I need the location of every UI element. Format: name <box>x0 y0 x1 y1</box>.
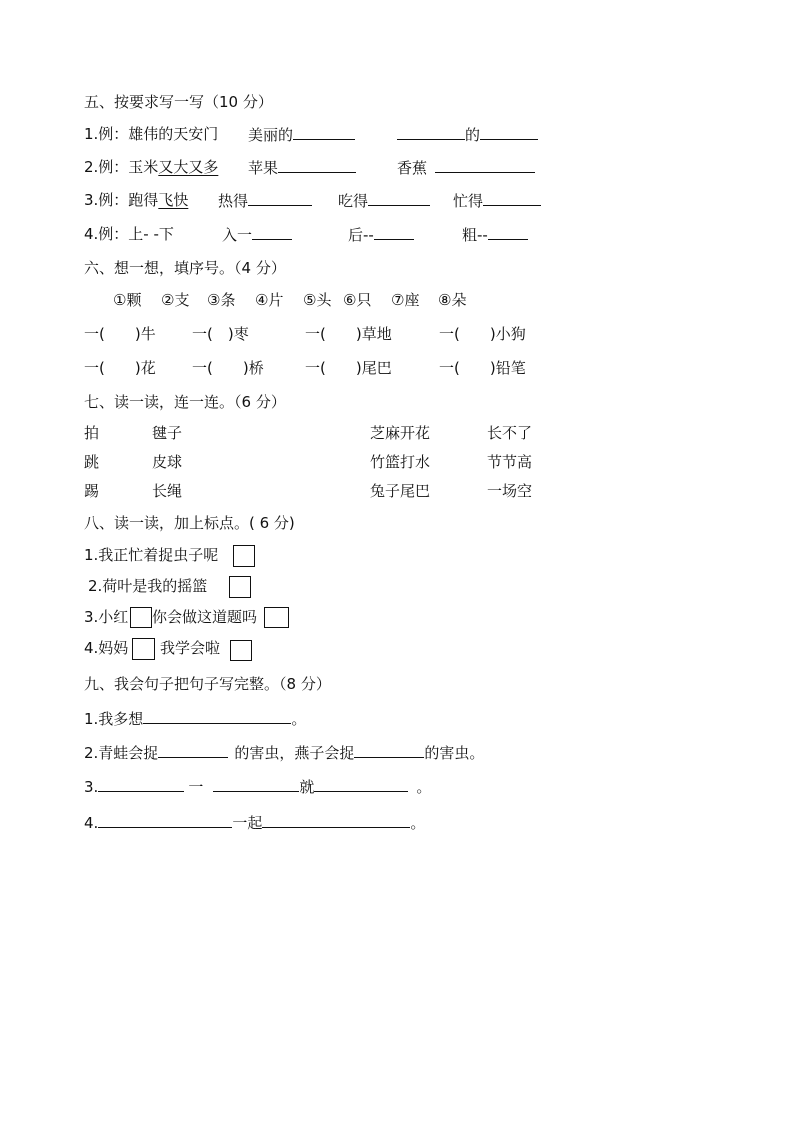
s8-q3a: 3.小红 <box>84 608 129 626</box>
answer-blank[interactable] <box>488 224 528 240</box>
s7-left-verb[interactable]: 踢 <box>84 482 100 500</box>
s6-option-2: ②支 <box>161 291 190 309</box>
punctuation-box[interactable] <box>130 607 152 628</box>
s6-item[interactable]: 一( )枣 <box>192 325 249 343</box>
punctuation-box[interactable] <box>230 640 252 661</box>
s5-row2-label: 2.例：玉米又大又多 <box>84 158 219 176</box>
answer-blank[interactable] <box>374 224 414 240</box>
s5-row2-b: 香蕉 <box>397 157 535 178</box>
s5-row4-a: 入一 <box>222 224 292 245</box>
s5-row1-label: 1.例：雄伟的天安门 <box>84 125 219 143</box>
s8-q4b: 我学会啦 <box>160 639 221 657</box>
s9-q1: 1.我多想 。 <box>84 710 307 728</box>
s5-row4-c: 粗-- <box>462 224 528 245</box>
answer-blank[interactable] <box>98 812 232 828</box>
s6-item[interactable]: 一( )尾巴 <box>305 359 392 377</box>
section-7-heading: 七、读一读，连一连。（6 分） <box>84 393 286 411</box>
s5-row1-b: 的 <box>397 124 538 145</box>
answer-blank[interactable] <box>248 190 312 206</box>
s5-row3-b: 吃得 <box>338 190 430 211</box>
section-9-heading: 九、我会句子把句子写完整。（8 分） <box>84 675 331 693</box>
s7-right-phrase[interactable]: 兔子尾巴 <box>370 482 431 500</box>
s9-q3: 3. 一 就 。 <box>84 778 432 796</box>
s7-right-phrase[interactable]: 芝麻开花 <box>370 424 431 442</box>
s6-item[interactable]: 一( )草地 <box>305 325 392 343</box>
s7-left-verb[interactable]: 跳 <box>84 453 100 471</box>
answer-blank[interactable] <box>354 742 424 758</box>
answer-blank[interactable] <box>293 124 355 140</box>
s7-left-noun[interactable]: 毽子 <box>152 424 183 442</box>
answer-blank[interactable] <box>397 124 465 140</box>
s6-option-4: ④片 <box>255 291 284 309</box>
answer-blank[interactable] <box>98 776 184 792</box>
answer-blank[interactable] <box>483 190 541 206</box>
s5-row4-label: 4.例：上- -下 <box>84 225 174 243</box>
punctuation-box[interactable] <box>229 576 251 598</box>
s5-row3-c: 忙得 <box>453 190 541 211</box>
answer-blank[interactable] <box>480 124 538 140</box>
s7-left-noun[interactable]: 皮球 <box>152 453 183 471</box>
answer-blank[interactable] <box>435 157 535 173</box>
s7-left-noun[interactable]: 长绳 <box>152 482 183 500</box>
s6-option-5: ⑤头 <box>303 291 332 309</box>
answer-blank[interactable] <box>314 776 408 792</box>
answer-blank[interactable] <box>262 812 410 828</box>
s7-right-ending[interactable]: 一场空 <box>487 482 533 500</box>
s9-q4: 4. 一起 。 <box>84 814 426 832</box>
answer-blank[interactable] <box>158 742 228 758</box>
s6-option-6: ⑥只 <box>343 291 372 309</box>
s7-left-verb[interactable]: 拍 <box>84 424 100 442</box>
s9-q2: 2.青蛙会捉 的害虫，燕子会捉 的害虫。 <box>84 744 485 762</box>
s6-option-3: ③条 <box>207 291 236 309</box>
s6-item[interactable]: 一( )小狗 <box>439 325 526 343</box>
section-5-heading: 五、按要求写一写（10 分） <box>84 93 273 111</box>
s6-option-1: ①颗 <box>113 291 142 309</box>
s5-row3-a: 热得 <box>218 190 312 211</box>
s5-row3-label: 3.例：跑得飞快 <box>84 191 189 209</box>
s8-q2: 2.荷叶是我的摇篮 <box>88 577 208 595</box>
s7-right-ending[interactable]: 长不了 <box>487 424 533 442</box>
s8-q4a: 4.妈妈 <box>84 639 129 657</box>
punctuation-box[interactable] <box>132 638 155 660</box>
s6-option-8: ⑧朵 <box>438 291 467 309</box>
s7-right-ending[interactable]: 节节高 <box>487 453 533 471</box>
punctuation-box[interactable] <box>264 607 289 628</box>
s6-item[interactable]: 一( )铅笔 <box>439 359 526 377</box>
answer-blank[interactable] <box>143 708 291 724</box>
answer-blank[interactable] <box>368 190 430 206</box>
s5-row4-b: 后-- <box>348 224 414 245</box>
s8-q3b: 你会做这道题吗 <box>152 608 258 626</box>
s6-item[interactable]: 一( )牛 <box>84 325 156 343</box>
answer-blank[interactable] <box>252 224 292 240</box>
answer-blank[interactable] <box>278 157 356 173</box>
punctuation-box[interactable] <box>233 545 255 567</box>
s6-item[interactable]: 一( )桥 <box>192 359 264 377</box>
section-8-heading: 八、读一读，加上标点。( 6 分) <box>84 514 295 532</box>
s6-option-7: ⑦座 <box>391 291 420 309</box>
s5-row1-a: 美丽的 <box>248 124 355 145</box>
s8-q1: 1.我正忙着捉虫子呢 <box>84 546 219 564</box>
s7-right-phrase[interactable]: 竹篮打水 <box>370 453 431 471</box>
s5-row2-a: 苹果 <box>248 157 356 178</box>
s6-item[interactable]: 一( )花 <box>84 359 156 377</box>
section-6-heading: 六、想一想，填序号。（4 分） <box>84 259 286 277</box>
answer-blank[interactable] <box>213 776 299 792</box>
